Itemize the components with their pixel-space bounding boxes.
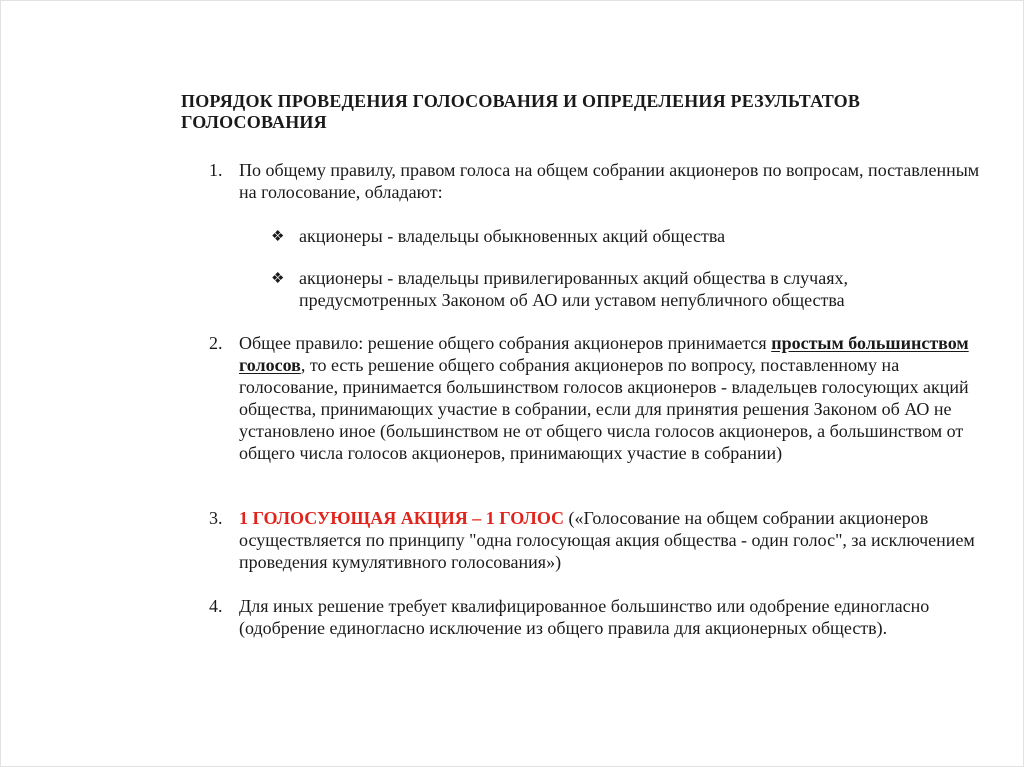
list-item-text-suffix: («Голосование на общем собрании акционеров осуществляется по принципу "одна голосующая акция общества - один голос", за исключением проведения кумулятивного голосования») [239,508,975,572]
slide-title: ПОРЯДОК ПРОВЕДЕНИЯ ГОЛОСОВАНИЯ И ОПРЕДЕЛЕНИЯ РЕЗУЛЬТАТОВ ГОЛОСОВАНИЯ [181,91,861,132]
sub-item-text: акционеры - владельцы обыкновенных акций общества [299,226,726,246]
list-item-text-prefix: Общее правило: решение общего собрания акционеров принимается [239,333,772,353]
list-item-3 [209,507,984,573]
list-item-1 [209,159,984,203]
emphasis-text: простым большинством голосов [239,333,969,375]
diamond-bullet-icon: ❖ [271,271,285,287]
list-number: 1. [209,160,223,180]
list-item-2 [209,332,984,464]
diamond-bullet-icon: ❖ [271,229,285,245]
sub-item-1 [271,225,989,247]
list-item-4 [209,595,984,639]
highlight-text: 1 ГОЛОСУЮЩАЯ АКЦИЯ – 1 ГОЛОС [239,508,565,528]
sub-item-text: акционеры - владельцы привилегированных акций общества в случаях, предусмотренных Законом об АО или уставом непубличного общества [299,268,848,310]
list-item-text: По общему правилу, правом голоса на общем собрании акционеров по вопросам, поставленным на голосование, обладают: [239,160,980,202]
list-item-text: Для иных решение требует квалифицированное большинство или одобрение единогласно (одобрение единогласно исключение из общего правила для акционерных обществ). [239,596,930,638]
list-number: 3. [209,508,223,528]
list-item-text-suffix: , то есть решение общего собрания акционеров по вопросу, поставленному на голосование, принимается большинством голосов акционеров - владельцев голосующих акций общества, принимающих участие в собрании, если для принятия решения Законом об АО не установлено иное (большинством не от общего числа голосов акционеров, а большинством от общего числа голосов акционеров, принимающих участие в собрании) [239,355,969,463]
sub-item-2 [271,267,989,311]
list-number: 2. [209,333,223,353]
list-number: 4. [209,596,223,616]
